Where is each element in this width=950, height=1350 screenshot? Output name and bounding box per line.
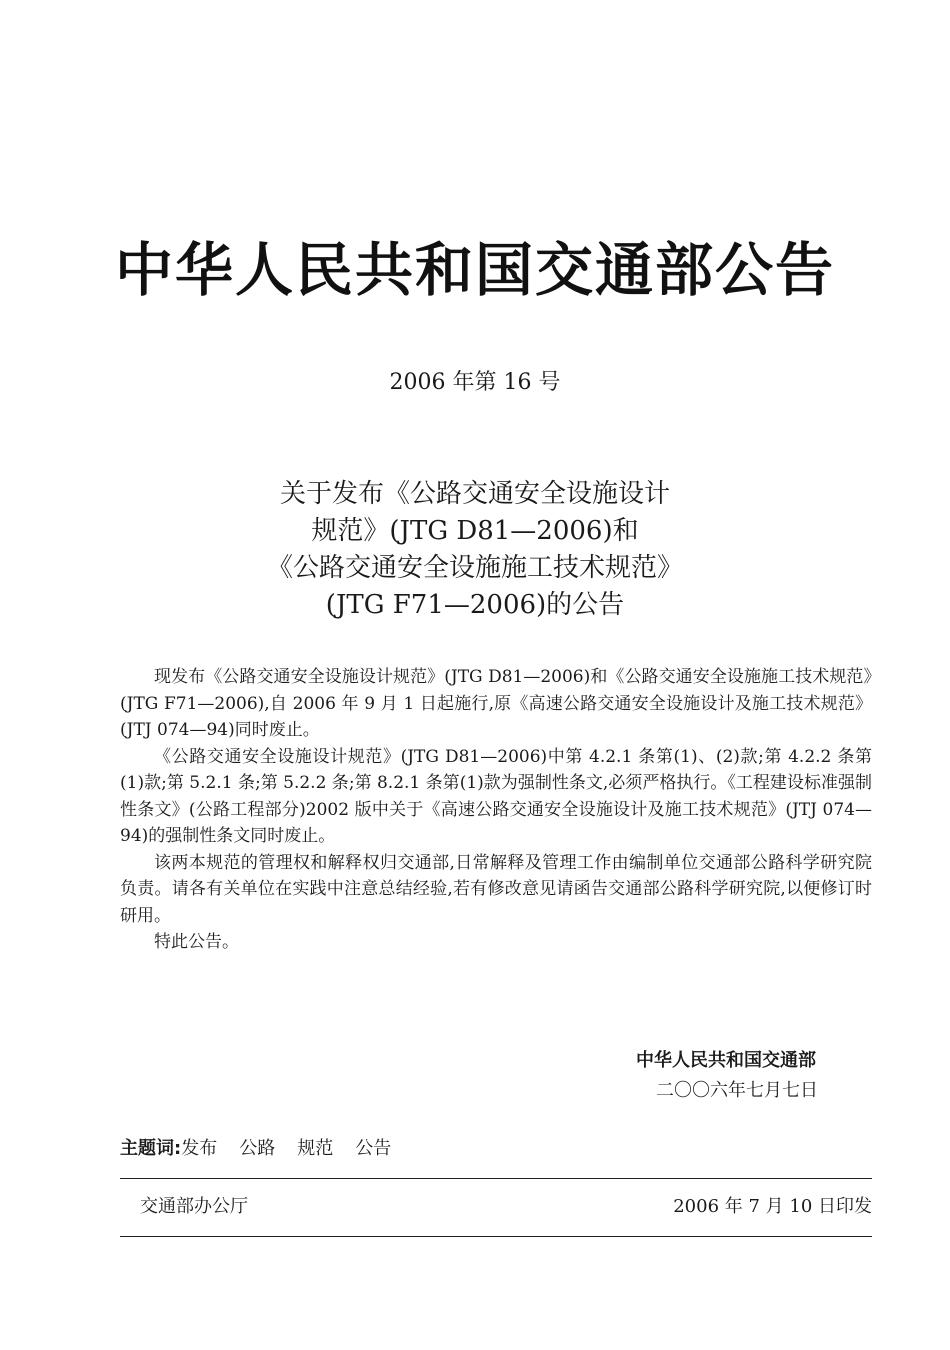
print-date: 2006 年 7 月 10 日印发 <box>673 1196 872 1217</box>
keyword: 公路 <box>239 1138 276 1159</box>
signing-organization: 中华人民共和国交通部 <box>636 1050 816 1071</box>
subject-line: (JTG F71—2006)的公告 <box>325 590 625 620</box>
body-paragraph: 现发布《公路交通安全设施设计规范》(JTG D81—2006)和《公路交通安全设施施工技术规范》(JTG F71—2006),自 2006 年 9 月 1 日起施行,原《高速公路交通安全设施设计及施工技术规范》(JTJ 074—94)同时废止。 <box>120 667 872 740</box>
keyword: 发布 <box>181 1138 218 1159</box>
announcement-subject <box>0 476 950 624</box>
announcement-body <box>120 664 872 956</box>
body-paragraph: 该两本规范的管理权和解释权归交通部,日常解释及管理工作由编制单位交通部公路科学研究院负责。请各有关单位在实践中注意总结经验,若有修改意见请函告交通部公路科学研究院,以便修订时研用。 <box>120 852 872 926</box>
issuing-office: 交通部办公厅 <box>140 1196 248 1217</box>
subject-line: 规范》(JTG D81—2006)和 <box>311 516 639 546</box>
body-paragraph: 特此公告。 <box>154 932 239 952</box>
subject-line: 关于发布《公路交通安全设施设计 <box>279 479 670 509</box>
keyword: 公告 <box>355 1138 392 1159</box>
footer-bottom-divider <box>120 1236 872 1237</box>
keywords-line <box>120 1136 413 1162</box>
keyword: 规范 <box>297 1138 334 1159</box>
issue-number: 2006 年第 16 号 <box>389 370 561 395</box>
page-title: 中华人民共和国交通部公告 <box>114 236 835 304</box>
body-paragraph: 《公路交通安全设施设计规范》(JTG D81—2006)中第 4.2.1 条第(1)、(2)款;第 4.2.2 条第(1)款;第 5.2.1 条;第 5.2.2 条;第 8.2.1 条第(1)款为强制性条文,必须严格执行。《工程建设标准强制性条文》(公路工程部分)2002 版中关于《高速公路交通安全设施设计及施工技术规范》(JTJ 074—94)的强制性条文同时废止。 <box>120 746 872 846</box>
keywords-label: 主题词: <box>120 1138 182 1159</box>
signature-block <box>600 1046 872 1106</box>
subject-line: 《公路交通安全设施施工技术规范》 <box>266 553 683 583</box>
signing-date: 二〇〇六年七月七日 <box>656 1080 818 1101</box>
footer-top-divider <box>120 1178 872 1179</box>
